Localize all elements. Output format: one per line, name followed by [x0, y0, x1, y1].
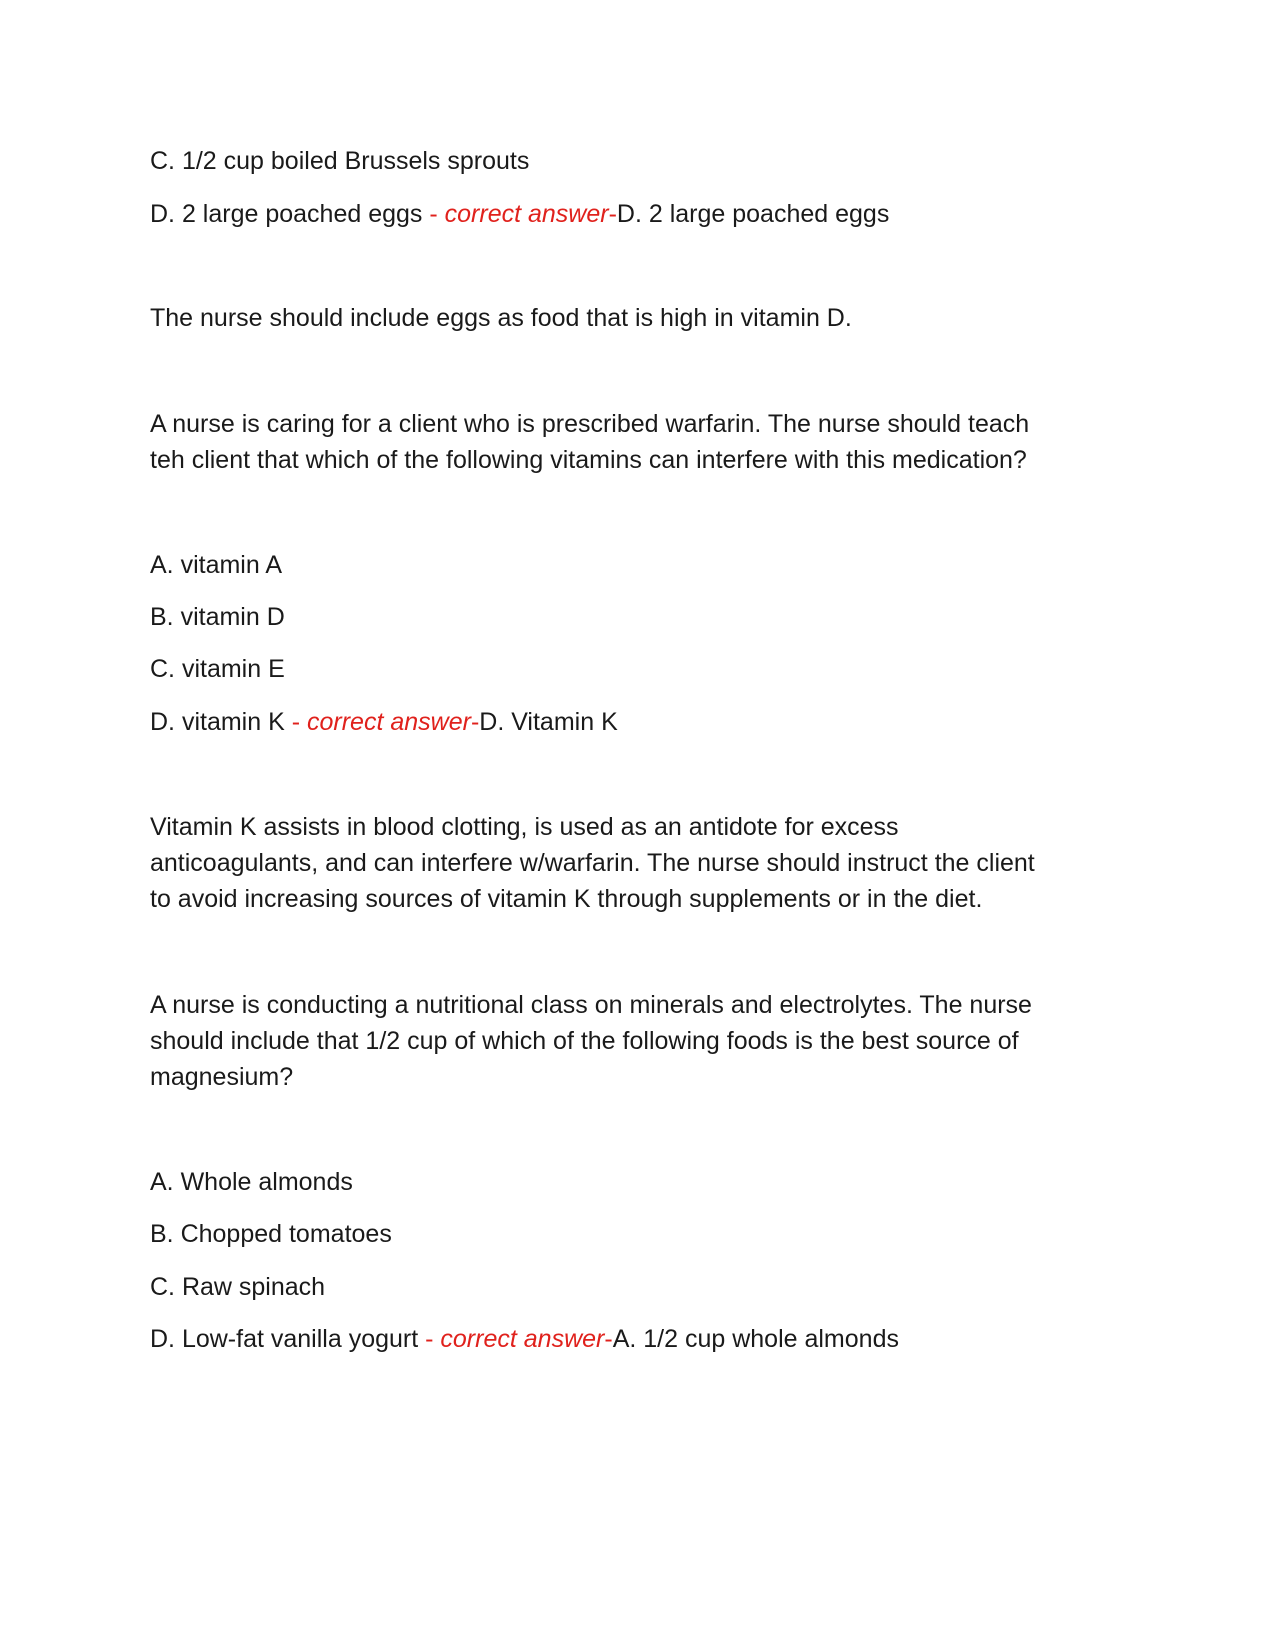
answer-text: A. 1/2 cup whole almonds: [612, 1325, 899, 1353]
answer-dash: -: [470, 708, 480, 736]
answer-text: D. Vitamin K: [479, 708, 618, 736]
rationale-line: to avoid increasing sources of vitamin K through supplements or in the diet.: [150, 885, 983, 913]
option-a: A. Whole almonds: [150, 1168, 353, 1196]
option-d: D. vitamin K: [150, 708, 285, 736]
rationale: The nurse should include eggs as food that is high in vitamin D.: [150, 304, 852, 332]
answer-separator: -: [284, 708, 307, 736]
option-d: D. Low-fat vanilla yogurt: [150, 1325, 419, 1353]
answer-separator: -: [422, 200, 445, 228]
rationale-line: anticoagulants, and can interfere w/warfarin. The nurse should instruct the client: [150, 849, 1035, 877]
rationale-line: Vitamin K assists in blood clotting, is used as an antidote for excess: [150, 813, 899, 841]
answer-separator: -: [418, 1325, 441, 1353]
option-c: C. 1/2 cup boiled Brussels sprouts: [150, 147, 530, 175]
option-d-with-answer: [150, 1320, 1130, 1358]
option-d-with-answer: [150, 703, 1130, 741]
answer-text: D. 2 large poached eggs: [616, 200, 890, 228]
correct-answer-label: correct answer: [444, 200, 609, 228]
option-d-with-answer: [150, 195, 1130, 233]
question-stem-line: magnesium?: [150, 1063, 294, 1091]
correct-answer-label: correct answer: [306, 708, 471, 736]
option-c: C. vitamin E: [150, 655, 285, 683]
option-b: B. vitamin D: [150, 603, 285, 631]
option-c: C. Raw spinach: [150, 1273, 326, 1301]
answer-dash: -: [604, 1325, 613, 1353]
correct-answer-label: correct answer: [440, 1325, 605, 1353]
option-d: D. 2 large poached eggs: [150, 200, 423, 228]
option-a: A. vitamin A: [150, 551, 282, 579]
question-stem-line: A nurse is conducting a nutritional class on minerals and electrolytes. The nurse: [150, 991, 1032, 1019]
question-stem-line: should include that 1/2 cup of which of the following foods is the best source of: [150, 1027, 1019, 1055]
question-stem-line: A nurse is caring for a client who is prescribed warfarin. The nurse should teach: [150, 410, 1030, 438]
answer-dash: -: [608, 200, 617, 228]
option-b: B. Chopped tomatoes: [150, 1220, 392, 1248]
question-stem-line: teh client that which of the following vitamins can interfere with this medication?: [150, 446, 1027, 474]
